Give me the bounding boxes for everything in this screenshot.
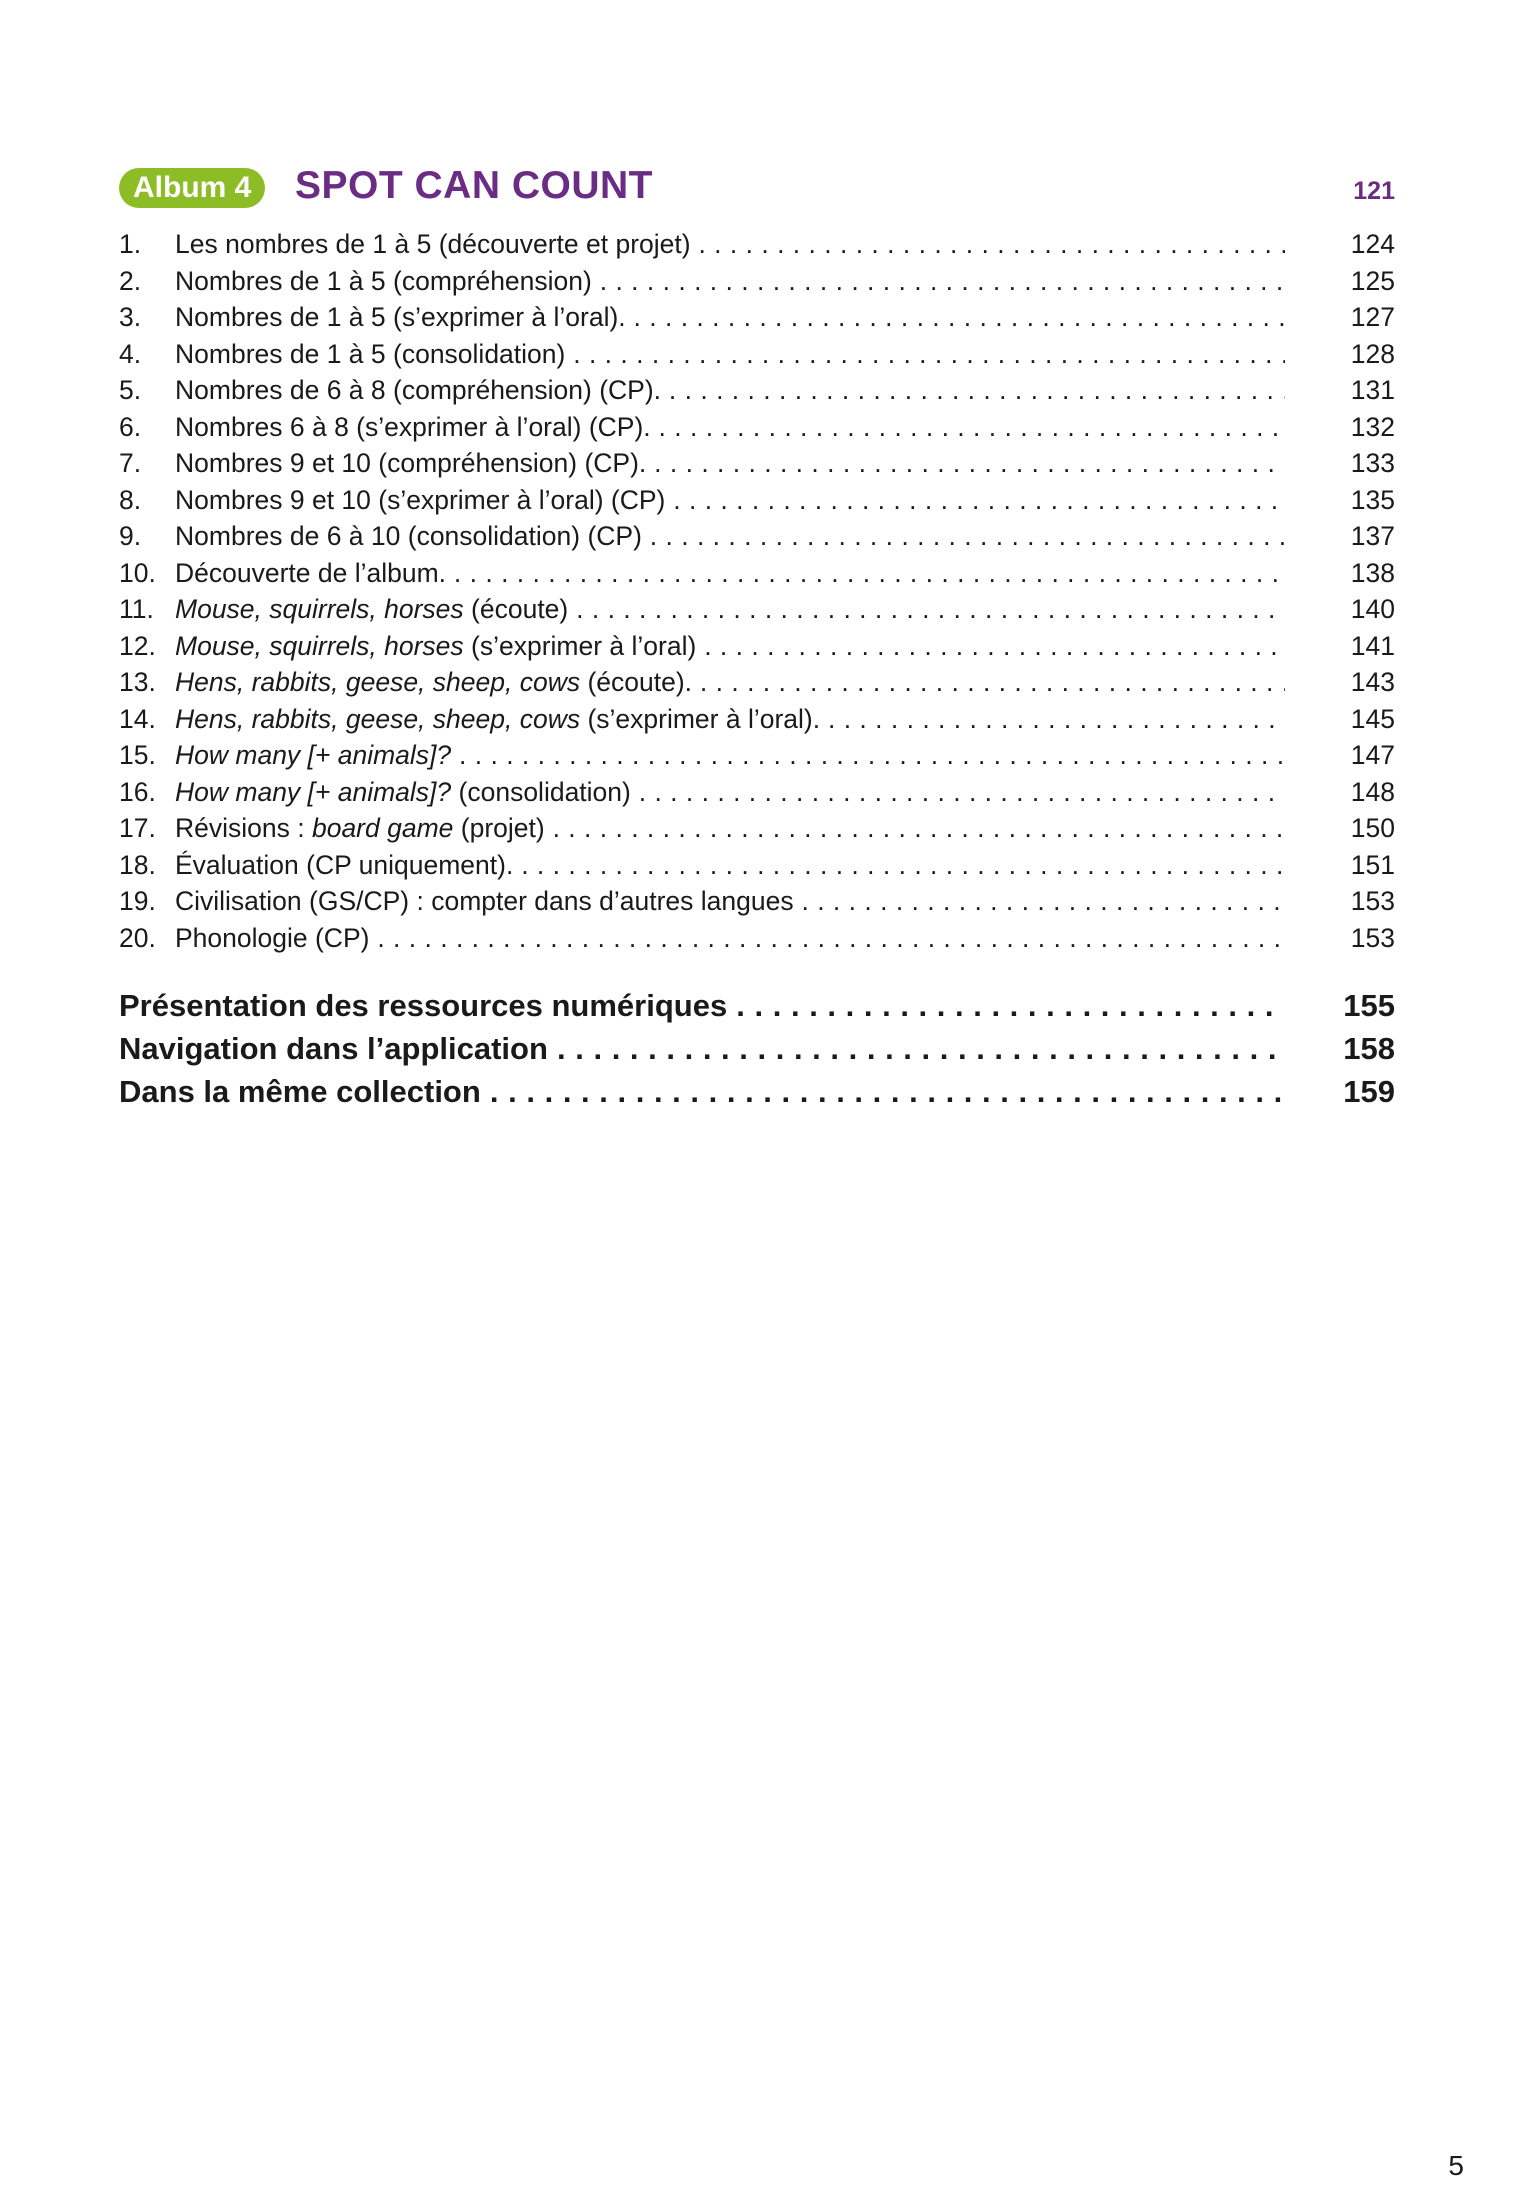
toc-entry: [119, 445, 1395, 481]
toc-entry: [119, 226, 1395, 262]
toc-entry: [119, 664, 1395, 700]
entry-title-part: How many [+ animals]?: [175, 776, 452, 807]
entry-title-part: (consolidation): [451, 776, 631, 807]
entry-title: [175, 226, 1285, 262]
entry-title: [175, 591, 1285, 627]
toc-entry: [119, 810, 1395, 846]
entry-number: 6.: [119, 411, 142, 442]
toc-entry: [119, 774, 1395, 810]
entry-number: 3.: [119, 302, 142, 332]
entry-page-number: 153: [1350, 886, 1395, 916]
entry-title-part: (écoute): [463, 594, 569, 624]
entry-page-number: 133: [1350, 448, 1395, 478]
entry-title-part: Nombres de 1 à 5 (s’exprimer à l’oral).: [175, 302, 626, 332]
entry-page-number: 135: [1350, 484, 1395, 515]
entry-page-number: 145: [1350, 703, 1395, 734]
entry-title: [175, 409, 1285, 445]
toc-entry: [119, 920, 1395, 956]
entry-title: [175, 518, 1285, 554]
entry-title-part: Nombres 9 et 10 (s’exprimer à l’oral) (CP): [175, 484, 666, 515]
toc-section: [119, 1070, 1395, 1114]
toc-entry: [119, 518, 1395, 554]
entry-title: [175, 774, 1285, 810]
entry-number: 1.: [119, 229, 142, 259]
album-page-number: 121: [1353, 177, 1395, 205]
toc-entry: [119, 372, 1395, 408]
entry-page-number: 138: [1350, 557, 1395, 588]
entry-title-part: Civilisation (GS/CP) : compter dans d’autres langues: [175, 886, 794, 916]
section-page-number: 155: [1343, 988, 1395, 1023]
toc-entry: [119, 847, 1395, 883]
entry-page-number: 148: [1350, 776, 1395, 807]
entry-title: [175, 920, 1285, 956]
entry-title: [175, 299, 1285, 335]
entry-title-part: Nombres 6 à 8 (s’exprimer à l’oral) (CP).: [175, 411, 651, 442]
entry-number: 8.: [119, 484, 142, 515]
toc-entry: [119, 591, 1395, 627]
entry-page-number: 140: [1350, 594, 1395, 624]
entry-page-number: 141: [1350, 630, 1395, 661]
entry-number: 12.: [119, 630, 156, 661]
album-header: [119, 164, 1395, 216]
album-badge: Album 4: [119, 168, 265, 208]
entry-page-number: 143: [1350, 667, 1395, 697]
entry-number: 2.: [119, 265, 142, 296]
entry-page-number: 147: [1350, 740, 1395, 770]
entry-title-part: Découverte de l’album.: [175, 557, 447, 588]
section-page-number: 158: [1343, 1031, 1395, 1066]
entry-title: [175, 737, 1285, 773]
toc-entry: [119, 883, 1395, 919]
toc-entry: [119, 336, 1395, 372]
entry-number: 17.: [119, 813, 156, 843]
toc-entry: [119, 701, 1395, 737]
section-title: Présentation des ressources numériques . . .: [119, 984, 1285, 1028]
entry-number: 20.: [119, 922, 156, 953]
entry-title-part: Hens, rabbits, geese, sheep, cows: [175, 667, 581, 697]
toc-entry: [119, 482, 1395, 518]
entry-title-part: Les nombres de 1 à 5 (découverte et projet): [175, 229, 691, 259]
entry-number: 5.: [119, 375, 142, 405]
entry-title-part: Nombres de 1 à 5 (compréhension): [175, 265, 592, 296]
entry-title: [175, 883, 1285, 919]
entry-title-part: (s’exprimer à l’oral).: [580, 703, 821, 734]
entry-page-number: 153: [1350, 922, 1395, 953]
entry-number: 11.: [119, 594, 154, 624]
entry-title-part: Révisions :: [175, 813, 312, 843]
entry-title-part: Nombres de 1 à 5 (consolidation): [175, 338, 566, 369]
entry-title: [175, 445, 1285, 481]
entry-number: 10.: [119, 557, 156, 588]
entry-title-part: (s’exprimer à l’oral): [463, 630, 697, 661]
toc-entry: [119, 628, 1395, 664]
entry-title-part: (écoute).: [580, 667, 693, 697]
entry-title-part: Nombres 9 et 10 (compréhension) (CP).: [175, 448, 647, 478]
entry-number: 14.: [119, 703, 156, 734]
toc-section: [119, 1027, 1395, 1071]
page-folio: 5: [1448, 2150, 1464, 2181]
entry-number: 18.: [119, 849, 156, 880]
entry-title: [175, 263, 1285, 299]
toc-entry: [119, 263, 1395, 299]
entry-title: [175, 372, 1285, 408]
toc-entry: [119, 409, 1395, 445]
album-title: SPOT CAN COUNT: [295, 164, 653, 207]
entry-number: 19.: [119, 886, 156, 916]
entry-page-number: 137: [1350, 521, 1395, 551]
entry-title: [175, 628, 1285, 664]
entry-page-number: 124: [1350, 229, 1395, 259]
table-of-contents: [119, 164, 1395, 1109]
entry-title: [175, 482, 1285, 518]
section-title: Navigation dans l’application . . .: [119, 1027, 1285, 1071]
entry-title: [175, 847, 1285, 883]
entry-title-part: Évaluation (CP uniquement).: [175, 849, 514, 880]
entry-title-part: Mouse, squirrels, horses: [175, 630, 464, 661]
entry-title-part: Nombres de 6 à 10 (consolidation) (CP): [175, 521, 642, 551]
entry-title-part: Nombres de 6 à 8 (compréhension) (CP).: [175, 375, 662, 405]
toc-section: [119, 984, 1395, 1028]
entry-title-part: Hens, rabbits, geese, sheep, cows: [175, 703, 581, 734]
toc-entry: [119, 299, 1395, 335]
section-page-number: 159: [1343, 1074, 1395, 1109]
entry-page-number: 125: [1350, 265, 1395, 296]
entry-title-part: board game: [311, 813, 454, 843]
entry-title-part: Mouse, squirrels, horses: [175, 594, 464, 624]
entry-page-number: 127: [1350, 302, 1395, 332]
entry-title-part: Phonologie (CP): [175, 922, 370, 953]
section-title: Dans la même collection . . .: [119, 1070, 1285, 1114]
entry-number: 13.: [119, 667, 156, 697]
entry-page-number: 150: [1350, 813, 1395, 843]
entry-page-number: 131: [1350, 375, 1395, 405]
entry-number: 4.: [119, 338, 142, 369]
entry-title: [175, 810, 1285, 846]
toc-entry: [119, 555, 1395, 591]
entry-title: [175, 336, 1285, 372]
entry-page-number: 151: [1350, 849, 1395, 880]
entry-number: 16.: [119, 776, 156, 807]
entry-title: [175, 555, 1285, 591]
toc-entry: [119, 737, 1395, 773]
entry-title-part: (projet): [453, 813, 545, 843]
entry-title-part: How many [+ animals]?: [175, 740, 452, 770]
entry-title: [175, 701, 1285, 737]
entry-number: 15.: [119, 740, 156, 770]
entry-number: 7.: [119, 448, 142, 478]
entry-page-number: 132: [1350, 411, 1395, 442]
entry-title: [175, 664, 1285, 700]
entry-page-number: 128: [1350, 338, 1395, 369]
entry-number: 9.: [119, 521, 142, 551]
